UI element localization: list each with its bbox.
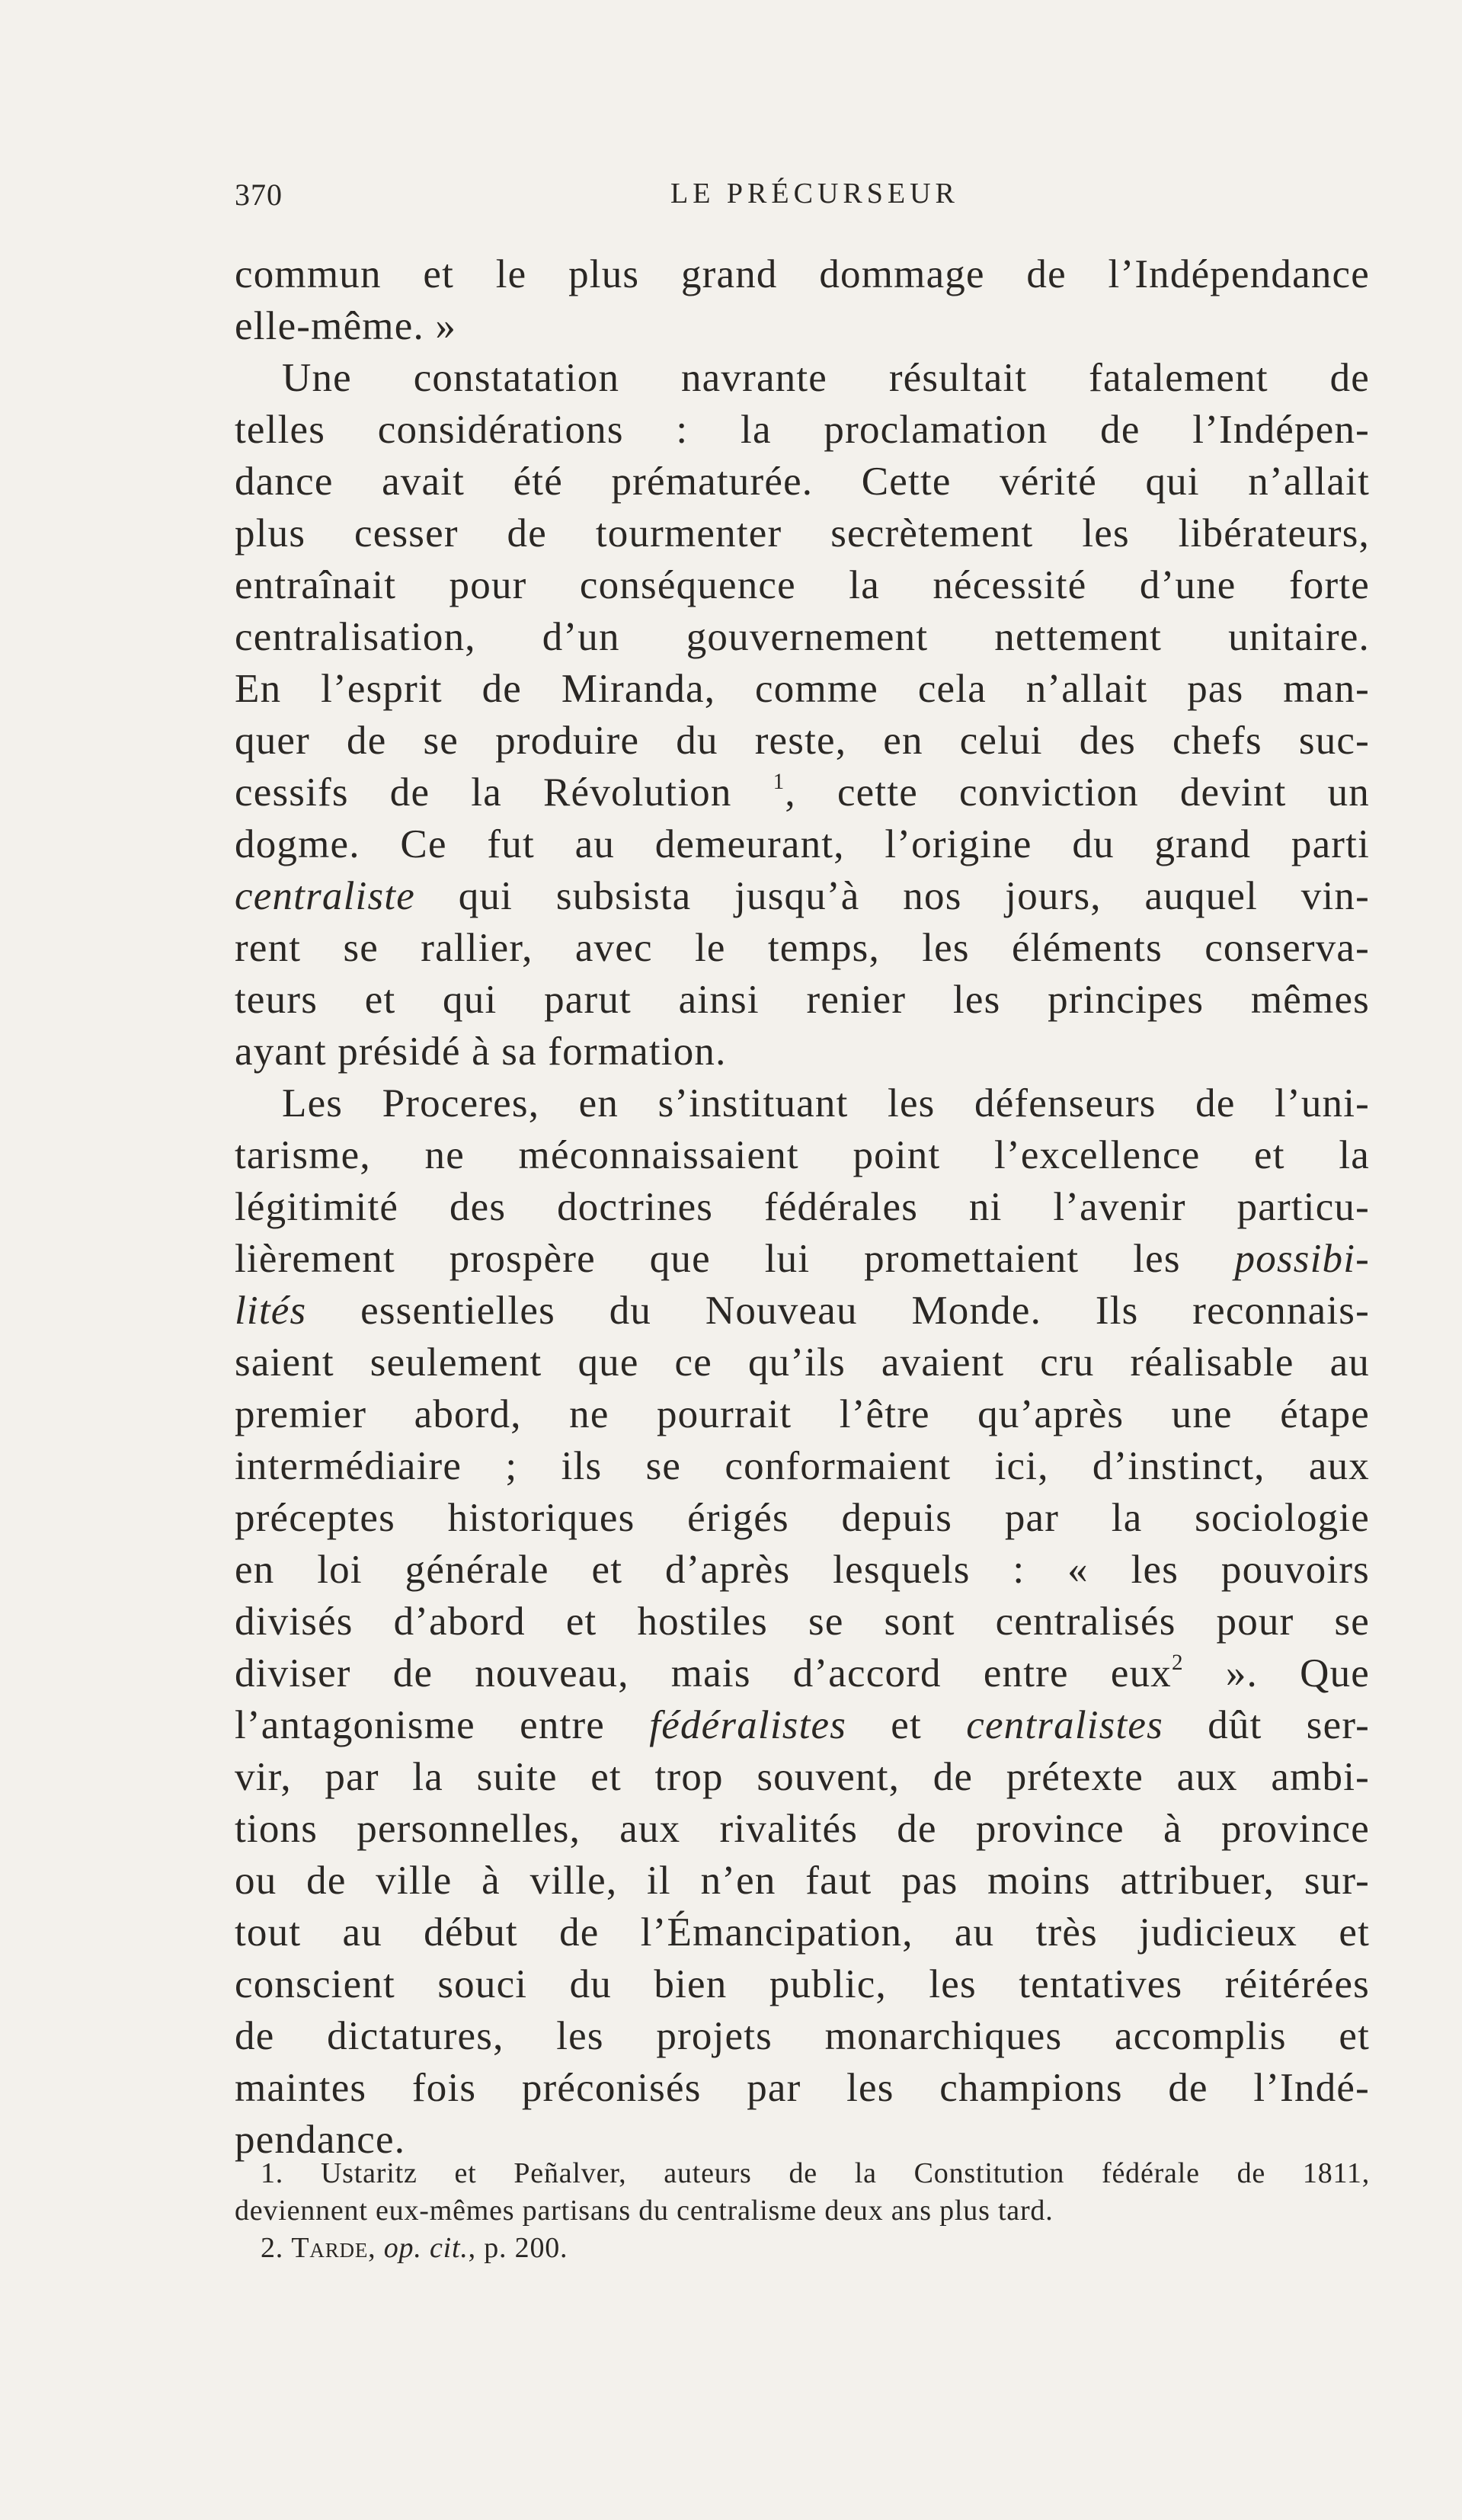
text-line: elle-même. » [235, 304, 457, 348]
text-line [235, 870, 1370, 922]
body-text [235, 248, 1370, 2166]
text-line: plus cesser de tourmenter secrètement les libérateurs, [235, 511, 1370, 556]
text-span: essentielles du Nouveau Monde. Ils reconnais- [306, 1289, 1370, 1333]
text-line: commun et le plus grand dommage de l’Indépendance [235, 252, 1370, 296]
footnote-ref-1: 1 [773, 770, 785, 795]
text-span: ». Que [1183, 1651, 1370, 1695]
footnote-ref-2: 2 [1171, 1651, 1184, 1676]
text-span: lièrement prospère que lui promettaient les [235, 1237, 1181, 1281]
italic-term: centralistes [966, 1703, 1163, 1747]
text-line: divisés d’abord et hostiles se sont centralisés pour se [235, 1599, 1370, 1644]
text-span: qui subsista jusqu’à nos jours, auquel vin- [414, 874, 1370, 918]
italic-term: fédéralistes [649, 1703, 847, 1747]
text-line: pendance. [235, 2118, 406, 2162]
text-line: en loi générale et d’après lesquels : « les pouvoirs [235, 1548, 1370, 1592]
text-line [235, 1285, 1370, 1337]
text-line: tout au début de l’Émancipation, au très judicieux et [235, 1910, 1370, 1955]
italic-term: lités [235, 1289, 307, 1333]
text-span: diviser de nouveau, mais d’accord entre eux [235, 1651, 1172, 1695]
text-line: saient seulement que ce qu’ils avaient cru réalisable au [235, 1340, 1370, 1385]
text-line: teurs et qui parut ainsi renier les principes mêmes [235, 978, 1370, 1022]
text-line: ayant présidé à sa formation. [235, 1029, 727, 1074]
footnote-1-continuation: deviennent eux-mêmes partisans du centralisme deux ans plus tard. [235, 2195, 1054, 2227]
text-line [235, 1647, 1370, 1699]
text-line: ou de ville à ville, il n’en faut pas moins attribuer, sur- [235, 1859, 1370, 1903]
text-line: maintes fois préconisés par les champions de l’Indé- [235, 2066, 1370, 2110]
text-span: cessifs de la Révolution [235, 770, 732, 815]
text-line [235, 1699, 1370, 1751]
running-head [235, 177, 1370, 223]
text-line: Une constatation navrante résultait fatalement de [282, 356, 1370, 400]
text-line: telles considérations : la proclamation de l’Indépen- [235, 408, 1370, 452]
text-line: entraînait pour conséquence la nécessité d’une forte [235, 563, 1370, 607]
text-line: quer de se produire du reste, en celui des chefs suc- [235, 719, 1370, 763]
footnote-2 [235, 2230, 1370, 2267]
text-line: centralisation, d’un gouvernement nettement unitaire. [235, 615, 1370, 659]
text-line: tions personnelles, aux rivalités de province à province [235, 1807, 1370, 1851]
text-line: dance avait été prématurée. Cette vérité qui n’allait [235, 459, 1370, 504]
text-line: préceptes historiques érigés depuis par la sociologie [235, 1496, 1370, 1540]
running-title: LE PRÉCURSEUR [670, 178, 959, 210]
text-line: Les Proceres, en s’instituant les défenseurs de l’uni- [282, 1081, 1370, 1126]
text-line [235, 767, 1370, 818]
text-span: dût ser- [1163, 1703, 1370, 1747]
footnote-page: , p. 200. [468, 2232, 568, 2264]
italic-term: centraliste [235, 874, 415, 918]
footnote-1: 1. Ustaritz et Peñalver, auteurs de la Constitution fédérale de 1811, [261, 2157, 1370, 2189]
text-line: intermédiaire ; ils se conformaient ici, d’instinct, aux [235, 1444, 1370, 1488]
italic-term: possibi- [1234, 1237, 1370, 1281]
text-span: , cette conviction devint un [785, 770, 1370, 815]
text-line: tarisme, ne méconnaissaient point l’excellence et la [235, 1133, 1370, 1177]
text-span: l’antagonisme entre [235, 1703, 606, 1747]
text-line [235, 1233, 1370, 1285]
footnote-author: Tarde, [291, 2232, 376, 2264]
text-line: dogme. Ce fut au demeurant, l’origine du grand parti [235, 822, 1370, 866]
page-number: 370 [235, 178, 283, 212]
text-line: de dictatures, les projets monarchiques accomplis et [235, 2014, 1370, 2058]
footnote-opcit: op. cit. [383, 2232, 469, 2264]
footnote-number: 2. [261, 2232, 284, 2264]
text-line: premier abord, ne pourrait l’être qu’après une étape [235, 1392, 1370, 1436]
text-line: En l’esprit de Miranda, comme cela n’allait pas man- [235, 667, 1370, 711]
text-line: rent se rallier, avec le temps, les éléments conserva- [235, 926, 1370, 970]
text-line: conscient souci du bien public, les tentatives réitérées [235, 1962, 1370, 2006]
text-span: et [846, 1703, 967, 1747]
text-line: légitimité des doctrines fédérales ni l’avenir particu- [235, 1185, 1370, 1229]
footnotes [235, 2155, 1370, 2267]
text-line: vir, par la suite et trop souvent, de prétexte aux ambi- [235, 1755, 1370, 1799]
